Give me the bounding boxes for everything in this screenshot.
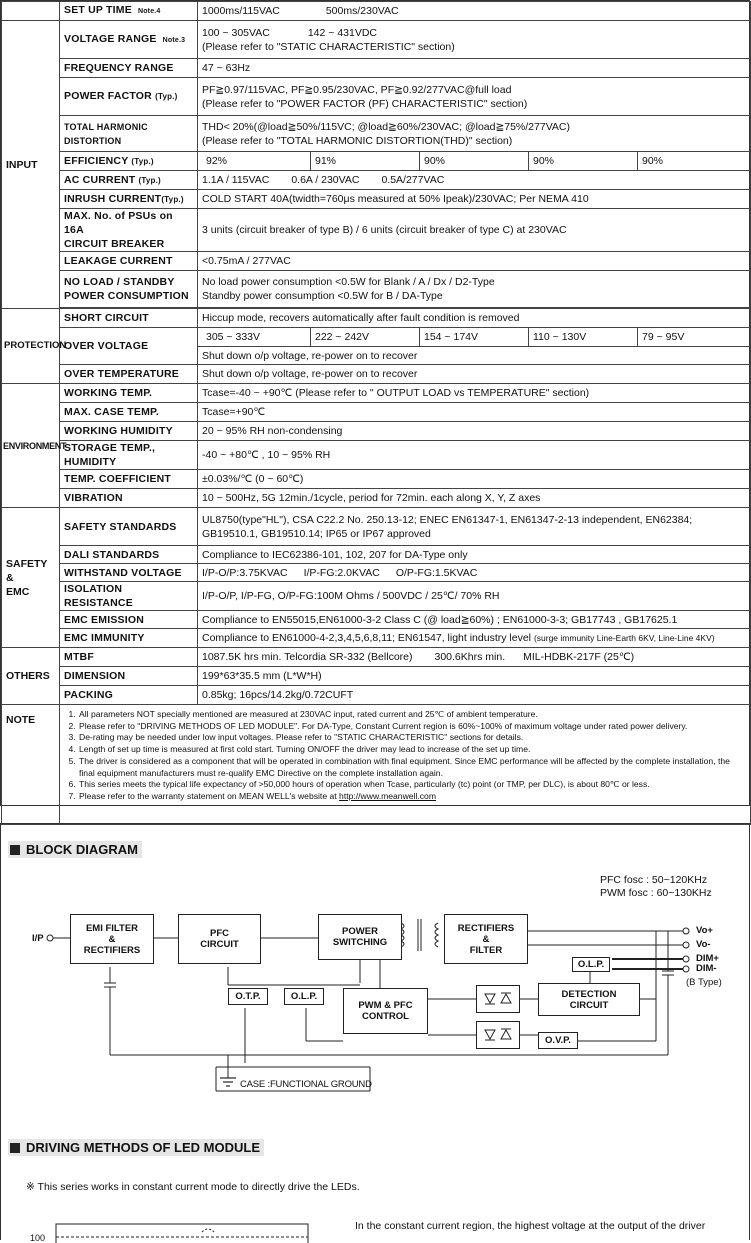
no-load-line2: Standby power consumption <0.5W for B / DA-Type [202,290,443,302]
environment-label: STORAGE TEMP., HUMIDITY [60,441,198,470]
environment-value: Tcase=-40 ~ +90℃ (Please refer to " OUTPUT LOAD vs TEMPERATURE" section) [198,384,751,403]
mtbf-row [2,648,751,667]
leakage-row [2,252,751,271]
driving-methods-title [8,1139,264,1156]
environment-row [2,384,751,403]
over-voltage-label: OVER VOLTAGE [60,328,198,365]
mtbf-label: MTBF [60,648,198,667]
over-voltage-action: Shut down o/p voltage, re-power on to recover [198,347,751,365]
note-item: 4. Length of set up time is measured at first cold start. Turning ON/OFF the driver may lead to increase of the set up time. [78,744,746,756]
packing-value: 0.85kg; 16pcs/14.2kg/0.72CUFT [198,686,751,705]
emc-immunity-label: EMC IMMUNITY [60,629,198,648]
isolation-value: I/P-O/P, I/P-FG, O/P-FG:100M Ohms / 500VDC / 25℃/ 70% RH [198,582,751,611]
setup-value-1: 1000ms/115VAC [202,5,280,17]
no-load-label-2: POWER CONSUMPTION [64,290,189,302]
ground-icon [220,1078,236,1086]
efficiency-value: 90% [528,152,637,170]
pfc-text: CIRCUIT [200,939,239,950]
vo-plus-terminal-icon [683,928,689,934]
emc-emission-row [2,611,751,629]
no-load-line1: No load power consumption <0.5W for Blank / A / Dx / D2-Type [202,276,495,288]
no-load-row [2,271,751,308]
setup-label: SET UP TIME [64,4,132,16]
mtbf-value: MIL-HDBK-217F (25℃) [523,651,635,663]
power-factor-line2: (Please refer to "POWER FACTOR (PF) CHARACTERISTIC" section) [202,97,528,110]
over-voltage-value: 222 ~ 242V [310,328,419,346]
mtbf-value: 1087.5K hrs min. Telcordia SR-332 (Bellcore) [202,651,413,663]
ac-current-value: 0.5A/277VAC [381,174,445,186]
safety-standards-line2: GB19510.1, GB19510.14; IP65 or IP67 approved [202,527,431,540]
frequency-row [2,59,751,78]
olp-left-block: O.L.P. [284,988,324,1005]
ac-current-typ: (Typ.) [138,175,161,185]
vo-plus-label: Vo+ [696,925,713,936]
environment-value: -40 ~ +80℃ , 10 ~ 95% RH [198,441,751,470]
over-voltage-row [2,328,751,347]
over-temperature-row [2,365,751,384]
emc-immunity-row [2,629,751,648]
leakage-label: LEAKAGE CURRENT [60,252,198,271]
over-voltage-value: 110 ~ 130V [528,328,637,346]
packing-label: PACKING [60,686,198,705]
efficiency-typ: (Typ.) [131,156,154,166]
vo-minus-terminal-icon [683,942,689,948]
ovp-block: O.V.P. [538,1032,578,1049]
voltage-range-label: VOLTAGE RANGE [64,32,157,45]
isolation-row [2,582,751,611]
pwm-text: PWM & PFC [358,1000,413,1011]
rect-text: & [482,933,490,945]
emc-immunity-surge: (surge immunity Line-Earth 6KV, Line-Line 4KV) [533,633,715,643]
power-switching-block [318,914,402,960]
mtbf-value: 300.6Khrs min. [434,651,506,663]
power-factor-typ: (Typ.) [155,92,178,101]
environment-value: 10 ~ 500Hz, 5G 12min./1cycle, period for 72min. each along X, Y, Z axes [198,489,751,508]
note-item [78,791,746,803]
withstand-value: I/P-O/P:3.75KVAC [202,566,288,579]
spec-grid [1,1,751,825]
optocoupler-icon [476,985,520,1013]
environment-row [2,403,751,422]
dim-plus-label: DIM+ [696,953,719,964]
voltage-range-note: Note.3 [162,36,186,44]
environment-row [2,470,751,489]
inrush-typ: (Typ.) [161,194,184,204]
ac-current-row [2,171,751,190]
emi-text: EMI FILTER [85,922,139,934]
rectifiers-filter-block [444,914,528,964]
note-row [2,705,751,825]
leakage-value: <0.75mA / 277VAC [198,252,751,271]
environment-label: WORKING HUMIDITY [60,422,198,441]
safety-standards-line1: UL8750(type"HL"), CSA C22.2 No. 250.13-12; ENEC EN61347-1, EN61347-2-13 independent, EN62384; [202,513,693,526]
driving-description: In the constant current region, the highest voltage at the output of the driver [355,1220,706,1232]
power-text: POWER [342,926,378,937]
max-psu-label-1: MAX. No. of PSUs on 16A [64,210,173,236]
olp-right-block: O.L.P. [572,957,610,972]
chart-frame [56,1224,308,1243]
safety-group-label-1: SAFETY & [6,557,48,584]
section-square-icon [10,1143,20,1153]
over-voltage-value: 79 ~ 95V [637,328,746,346]
efficiency-value: 90% [419,152,528,170]
inrush-label: INRUSH CURRENT [64,192,162,205]
pfc-text: PFC [210,928,229,939]
power-factor-row [2,78,751,116]
note-group-label: NOTE [2,705,60,825]
withstand-value: I/P-FG:2.0KVAC [303,566,380,579]
frequency-label: FREQUENCY RANGE [60,59,198,78]
dali-row [2,546,751,564]
meanwell-link[interactable]: http://www.meanwell.com [339,790,436,801]
environment-value: ±0.03%/℃ (0 ~ 60℃) [198,470,751,489]
max-psu-value: 3 units (circuit breaker of type B) / 6 units (circuit breaker of type C) at 230VAC [198,209,751,252]
emc-emission-value: Compliance to EN55015,EN61000-3-2 Class C (@ load≧60%) ; EN61000-3-3; GB17743 , GB17625.1 [198,611,751,629]
efficiency-row [2,152,751,171]
dimension-label: DIMENSION [60,667,198,686]
environment-value: Tcase=+90℃ [198,403,751,422]
pwm-pfc-control-block [343,988,428,1034]
pwm-fosc: PWM fosc : 60~130KHz [600,887,712,899]
btype-label: (B Type) [686,977,722,988]
rect-text: RECTIFIERS [457,922,515,934]
note-item: 6. This series meets the typical life expectancy of >50,000 hours of operation when Tcase, particularly (tc) point (or TMP, per DLC), is about 80℃ or less. [78,779,746,791]
ip-label: I/P [32,933,44,944]
driving-chart-stub [52,1220,312,1240]
max-psu-label-2: CIRCUIT BREAKER [64,238,165,250]
detection-text: CIRCUIT [569,999,609,1011]
over-temperature-label: OVER TEMPERATURE [60,365,198,384]
voltage-range-row [2,21,751,59]
block-diagram-wires [0,823,750,1123]
pwm-text: CONTROL [362,1011,409,1022]
optocoupler-symbol-icon [481,990,515,1008]
safety-standards-row [2,508,751,546]
dim-plus-terminal-icon [683,956,689,962]
safety-group-label-2: EMC [6,585,30,598]
chart-curve [202,1229,214,1232]
detection-circuit-block [538,983,640,1016]
environment-group-label: ENVIRONMENT [2,384,60,508]
optocoupler-icon [476,1021,520,1049]
isolation-label: ISOLATION RESISTANCE [60,582,198,611]
driving-note: ※ This series works in constant current mode to directly drive the LEDs. [26,1181,360,1193]
note-item: 2. Please refer to "DRIVING METHODS OF LED MODULE". For DA-Type, Constant Current region is 60%~100% of maximum voltage under rated power delivery. [78,721,746,733]
environment-label: WORKING TEMP. [60,384,198,403]
emi-filter-block [70,914,154,964]
withstand-row [2,564,751,582]
power-factor-line1: PF≧0.97/115VAC, PF≧0.95/230VAC, PF≧0.92/277VAC@full load [202,83,512,96]
power-factor-label: POWER FACTOR [64,90,152,102]
environment-label: VIBRATION [60,489,198,508]
rect-text: FILTER [469,944,503,956]
protection-group-label: PROTECTION [2,309,60,384]
setup-value-2: 500ms/230VAC [325,5,399,17]
ac-current-value: 0.6A / 230VAC [291,174,360,186]
no-load-label-1: NO LOAD / STANDBY [64,276,175,288]
otp-block: O.T.P. [228,988,268,1005]
others-group-label: OTHERS [2,648,60,705]
short-circuit-value: Hiccup mode, recovers automatically after fault condition is removed [198,309,751,328]
ac-current-label: AC CURRENT [64,173,136,186]
short-circuit-row [2,309,751,328]
environment-row [2,441,751,470]
pfc-fosc: PFC fosc : 50~120KHz [600,874,708,886]
note-item: 3. De-rating may be needed under low input voltages. Please refer to "STATIC CHARACTERISTIC" sections for details. [78,732,746,744]
environment-label: MAX. CASE TEMP. [60,403,198,422]
efficiency-label: EFFICIENCY [64,154,129,167]
safety-standards-label: SAFETY STANDARDS [60,508,198,546]
max-psu-row [2,209,751,252]
efficiency-value: 90% [637,152,746,170]
vo-minus-label: Vo- [696,939,711,950]
voltage-range-dc: 142 ~ 431VDC [307,26,378,39]
transformer-secondary-icon [435,923,438,947]
dali-label: DALI STANDARDS [60,546,198,564]
voltage-range-ref: (Please refer to "STATIC CHARACTERISTIC" section) [202,40,455,53]
dimension-value: 199*63*35.5 mm (L*W*H) [198,667,751,686]
thd-line2: (Please refer to "TOTAL HARMONIC DISTORTION(THD)" section) [202,134,513,147]
withstand-value: O/P-FG:1.5KVAC [395,566,478,579]
detection-text: DETECTION [561,988,617,1000]
note-item: 5. The driver is considered as a component that will be operated in combination with final equipment. Since EMC performance will be affected by the complete installation, the final equipment manufacturers must re-qualify EMC Directive on the complete installation again. [78,756,746,779]
over-voltage-value: 154 ~ 174V [419,328,528,346]
withstand-label: WITHSTAND VOLTAGE [60,564,198,582]
over-voltage-value: 305 ~ 333V [206,331,261,343]
frequency-value: 47 ~ 63Hz [198,59,751,78]
thd-row [2,116,751,152]
input-group-label: INPUT [2,21,60,309]
environment-row [2,422,751,441]
setup-row [2,2,751,21]
inrush-row [2,190,751,209]
ip-terminal-icon [47,935,53,941]
packing-row [2,686,751,705]
optocoupler-symbol-icon [481,1026,515,1044]
thd-label: TOTAL HARMONIC DISTORTION [60,116,198,152]
axis-100-label: 100 [30,1233,46,1243]
dim-minus-label: DIM- [696,963,717,974]
power-text: SWITCHING [332,937,388,948]
thd-line1: THD< 20%(@load≧50%/115VC; @load≧60%/230VAC; @load≧75%/277VAC) [202,120,571,133]
driving-methods-title-text: DRIVING METHODS OF LED MODULE [26,1140,260,1155]
dim-minus-terminal-icon [683,966,689,972]
environment-value: 20 ~ 95% RH non-condensing [198,422,751,441]
emc-immunity-value: Compliance to EN61000-4-2,3,4,5,6,8,11; EN61547, light industry level [202,632,532,644]
dimension-row [2,667,751,686]
dali-value: Compliance to IEC62386-101, 102, 207 for DA-Type only [198,546,751,564]
case-ground-label: CASE :FUNCTIONAL GROUND [240,1079,372,1090]
setup-note: Note.4 [137,8,161,15]
efficiency-value: 91% [310,152,419,170]
emi-text: RECTIFIERS [83,944,141,956]
emc-emission-label: EMC EMISSION [60,611,198,629]
short-circuit-label: SHORT CIRCUIT [60,309,198,328]
environment-row [2,489,751,508]
inrush-value: COLD START 40A(twidth=760μs measured at 50% Ipeak)/230VAC; Per NEMA 410 [198,190,751,209]
voltage-range-ac: 100 ~ 305VAC [202,26,270,39]
environment-label: TEMP. COEFFICIENT [60,470,198,489]
pfc-circuit-block [178,914,261,964]
emi-text: & [108,933,116,945]
ac-current-value: 1.1A / 115VAC [202,174,270,186]
block-diagram-title-text: BLOCK DIAGRAM [26,842,138,857]
note-list [64,709,746,803]
efficiency-value: 92% [206,155,228,167]
note-item: 1. All parameters NOT specially mentioned are measured at 230VAC input, rated current and 25℃ of ambient temperature. [78,709,746,721]
over-temperature-value: Shut down o/p voltage, re-power on to recover [198,365,751,384]
warranty-text: Please refer to the warranty statement on MEAN WELL's website at [79,790,340,801]
